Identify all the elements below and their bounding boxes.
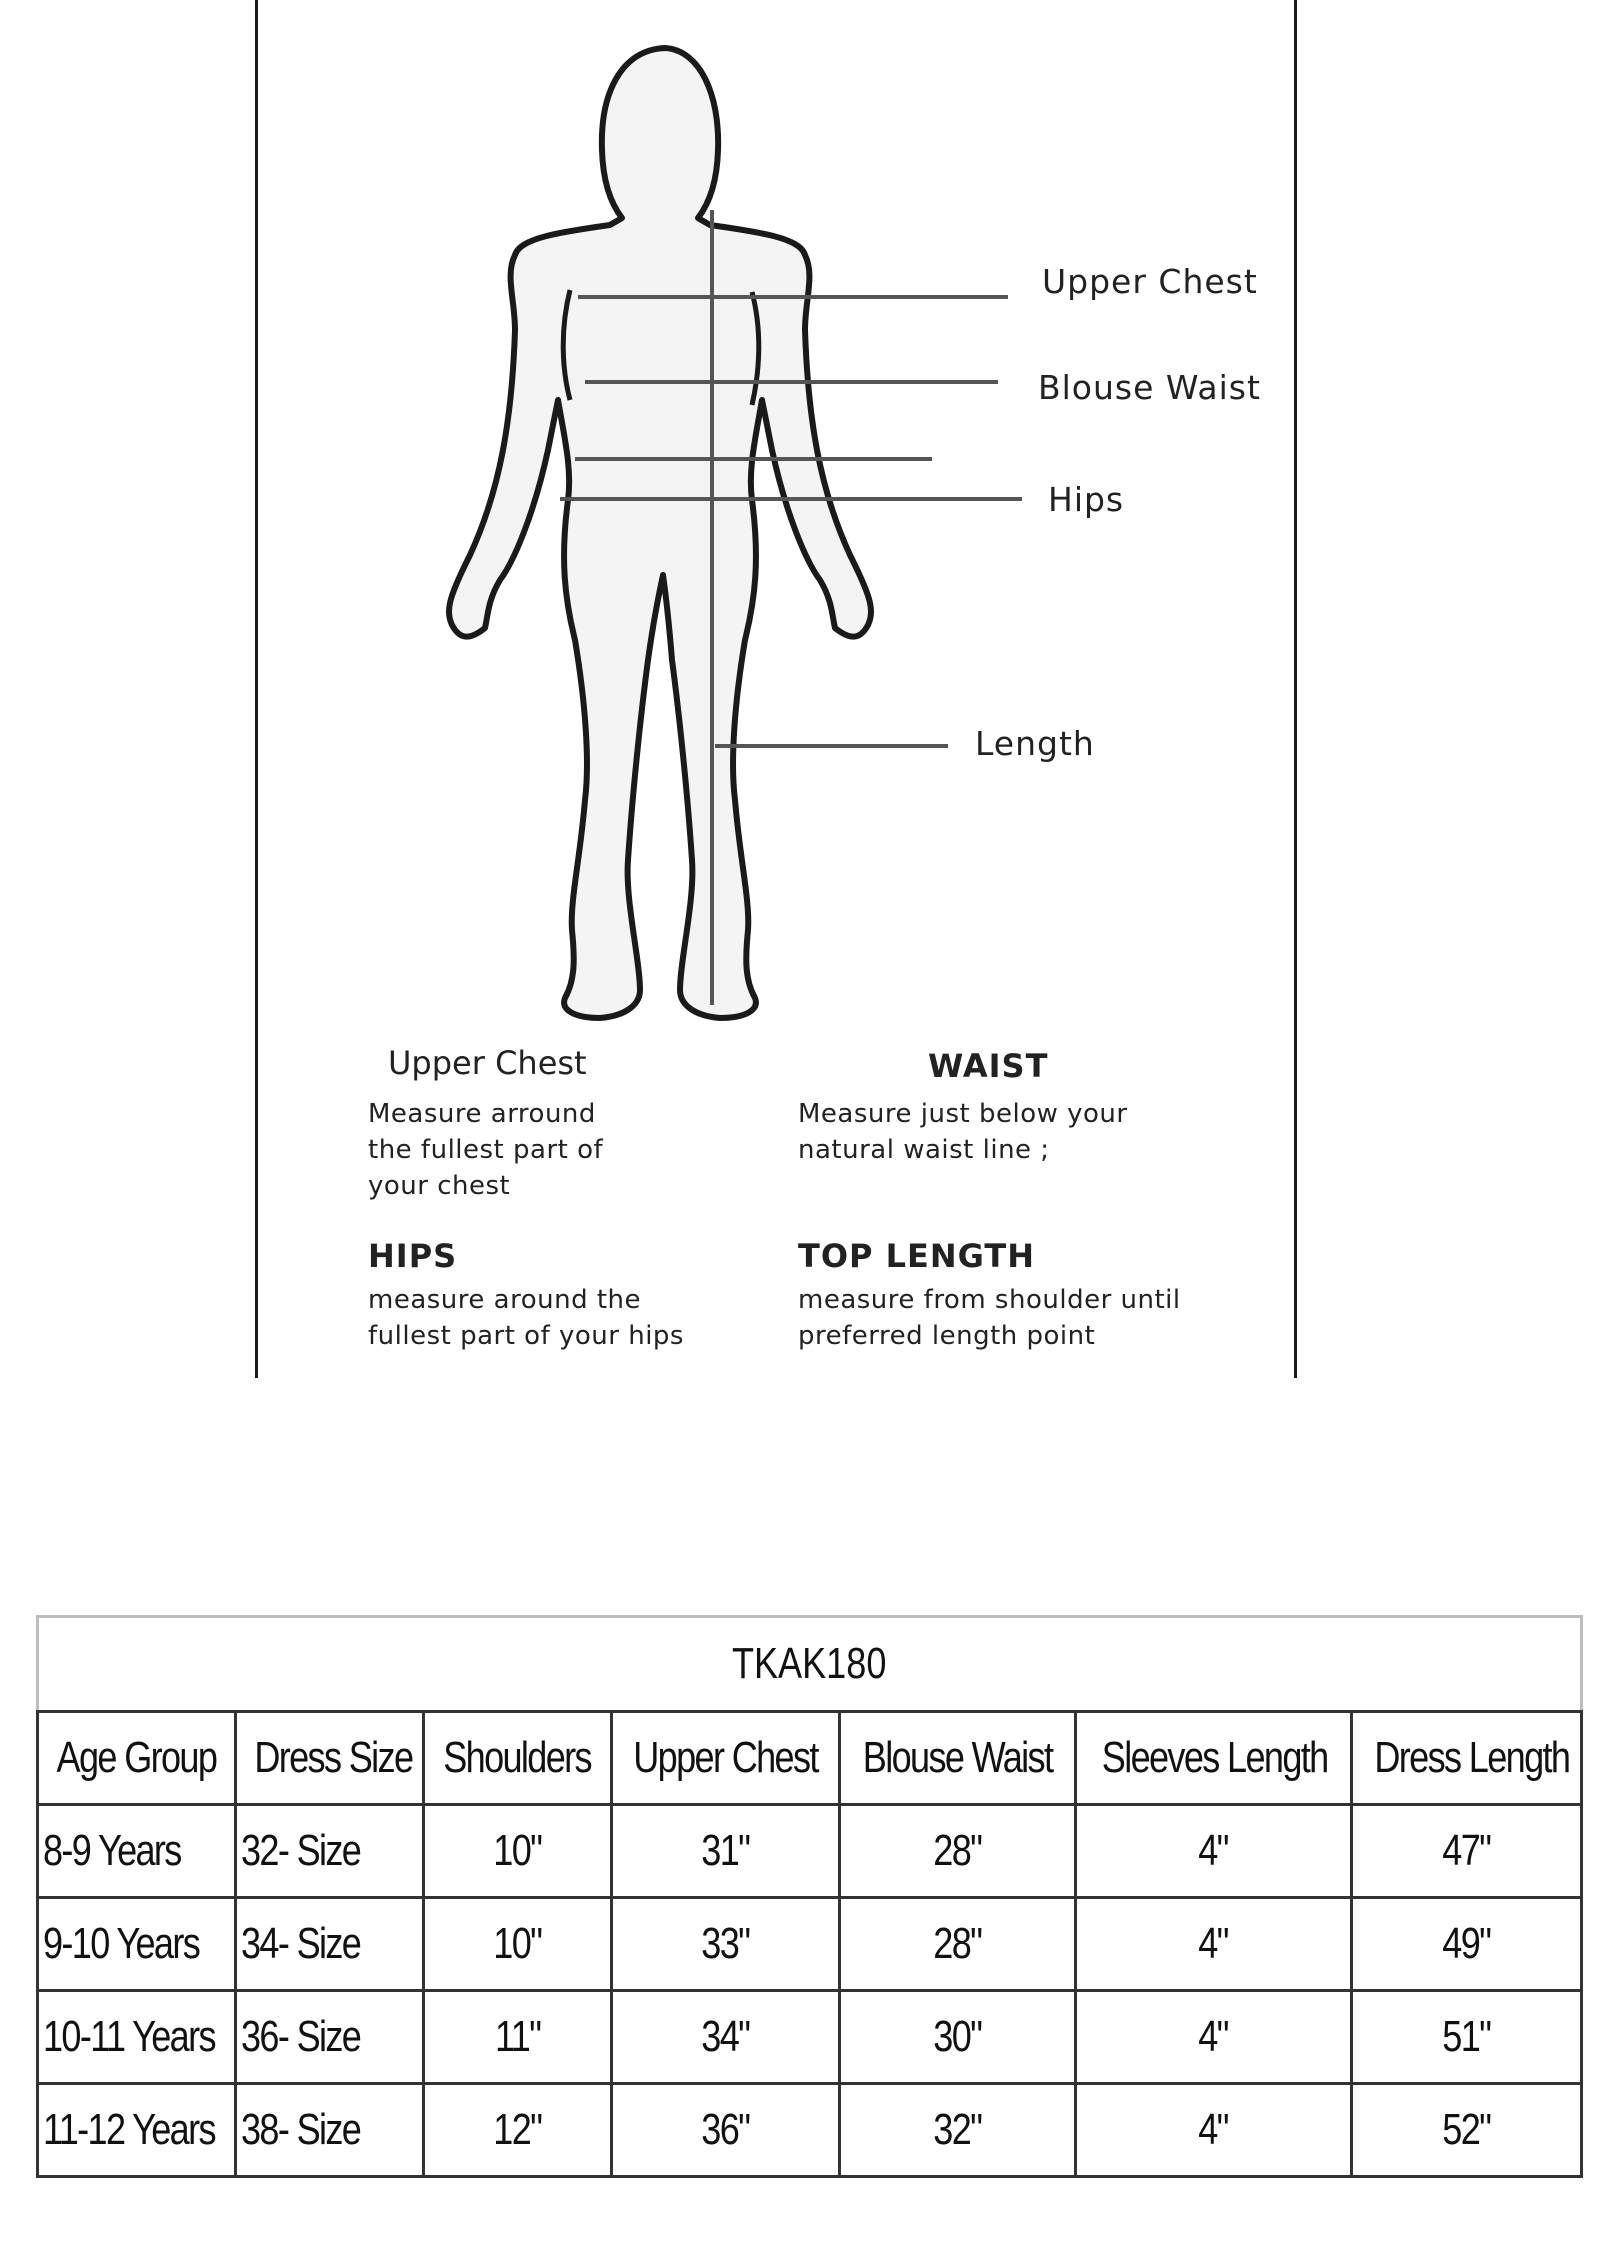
column-header-age-group: Age Group [38,1712,236,1805]
cell-sleeves-length: 4" [1076,1898,1352,1991]
note-waist-title: WAIST [928,1047,1049,1085]
note-top-length-text: measure from shoulder until preferred length point [798,1285,1181,1351]
cell-upper-chest: 33" [612,1898,840,1991]
cell-shoulders: 10" [424,1898,612,1991]
body-outline [449,48,871,1018]
cell-dress-size: 36- Size [236,1991,424,2084]
table-row [38,2084,1582,2177]
cell-age-group: 11-12 Years [38,2084,236,2177]
cell-blouse-waist: 30" [840,1991,1076,2084]
hips-label: Hips [1048,480,1125,519]
column-header-dress-size: Dress Size [236,1712,424,1805]
cell-dress-length: 51" [1352,1991,1582,2084]
table-row [38,1805,1582,1898]
cell-upper-chest: 34" [612,1991,840,2084]
column-header-shoulders: Shoulders [424,1712,612,1805]
cell-sleeves-length: 4" [1076,1805,1352,1898]
size-chart-title: TKAK180 [38,1617,1582,1712]
note-waist-text: Measure just below your natural waist line ; [798,1099,1128,1165]
cell-dress-size: 32- Size [236,1805,424,1898]
cell-age-group: 10-11 Years [38,1991,236,2084]
cell-blouse-waist: 28" [840,1805,1076,1898]
cell-shoulders: 10" [424,1805,612,1898]
column-header-dress-length: Dress Length [1352,1712,1582,1805]
cell-dress-length: 49" [1352,1898,1582,1991]
size-chart-table [36,1615,1583,2178]
note-upper-chest-text: Measure arround the fullest part of your chest [368,1099,604,1201]
cell-dress-size: 38- Size [236,2084,424,2177]
cell-sleeves-length: 4" [1076,1991,1352,2084]
note-hips-title: HIPS [368,1237,458,1275]
cell-age-group: 9-10 Years [38,1898,236,1991]
cell-blouse-waist: 28" [840,1898,1076,1991]
blouse-waist-label: Blouse Waist [1038,368,1261,407]
table-row [38,1898,1582,1991]
table-row [38,1991,1582,2084]
cell-shoulders: 12" [424,2084,612,2177]
cell-blouse-waist: 32" [840,2084,1076,2177]
cell-shoulders: 11" [424,1991,612,2084]
size-chart-header-row [38,1712,1582,1805]
note-upper-chest-title: Upper Chest [388,1044,587,1082]
note-top-length-title: TOP LENGTH [798,1237,1035,1275]
body-silhouette-figure [0,0,1600,1080]
cell-dress-length: 52" [1352,2084,1582,2177]
note-hips-text: measure around the fullest part of your hips [368,1285,684,1351]
length-label: Length [975,724,1095,763]
cell-upper-chest: 36" [612,2084,840,2177]
cell-dress-length: 47" [1352,1805,1582,1898]
upper-chest-label: Upper Chest [1042,262,1258,301]
column-header-upper-chest: Upper Chest [612,1712,840,1805]
cell-age-group: 8-9 Years [38,1805,236,1898]
cell-upper-chest: 31" [612,1805,840,1898]
column-header-sleeves-length: Sleeves Length [1076,1712,1352,1805]
size-chart-title-row [38,1617,1582,1712]
column-header-blouse-waist: Blouse Waist [840,1712,1076,1805]
cell-dress-size: 34- Size [236,1898,424,1991]
cell-sleeves-length: 4" [1076,2084,1352,2177]
